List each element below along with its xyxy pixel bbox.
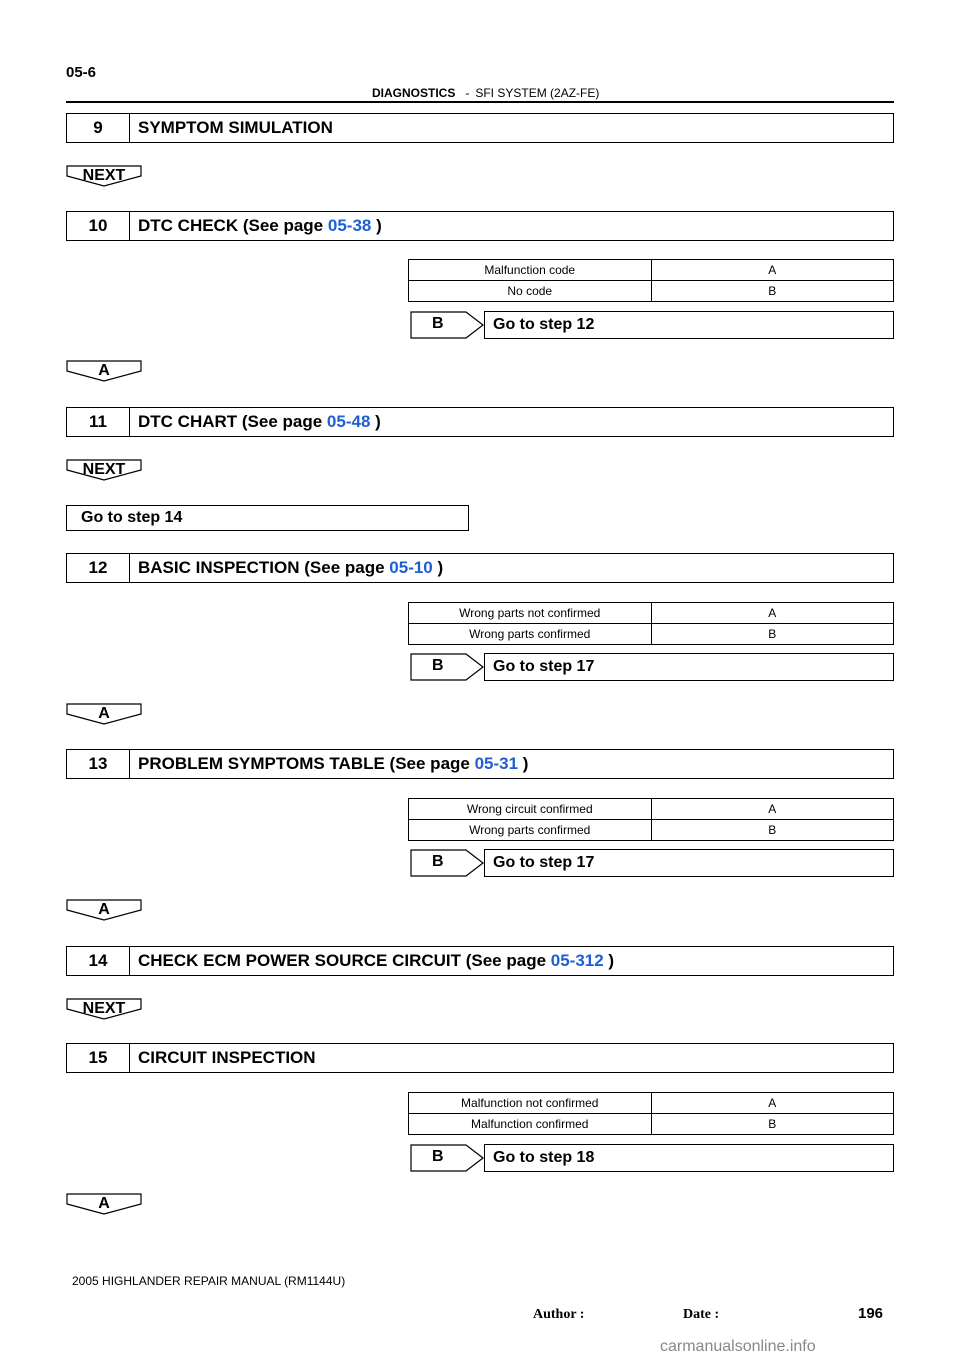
result-condition: Wrong circuit confirmed: [409, 799, 652, 820]
page-link[interactable]: 05-48: [326, 412, 371, 431]
manual-footer: 2005 HIGHLANDER REPAIR MANUAL (RM1144U): [72, 1274, 346, 1288]
step-number: 14: [67, 947, 130, 975]
branch-label: B: [432, 1148, 444, 1165]
step-title: BASIC INSPECTION (See page 05-10 ): [138, 558, 444, 577]
page-link[interactable]: 05-10: [389, 558, 433, 577]
go-to-step-link[interactable]: Go to step 12: [484, 311, 894, 339]
page-code: 05-6: [66, 64, 97, 81]
go-to-step-link[interactable]: Go to step 17: [484, 653, 894, 681]
step-title: DTC CHART (See page 05-48 ): [138, 412, 381, 431]
branch-b-step-15: [410, 1144, 894, 1172]
table-row: [409, 624, 894, 645]
result-table: [408, 798, 894, 841]
tag-label: A: [98, 362, 110, 379]
watermark: carmanualsonline.info: [660, 1338, 816, 1355]
step-10-box: [66, 211, 894, 241]
branch-label: B: [432, 853, 444, 870]
author-label: Author :: [533, 1307, 585, 1322]
go-to-step-link[interactable]: Go to step 18: [484, 1144, 894, 1172]
step-number: 15: [67, 1044, 130, 1072]
result-condition: Wrong parts confirmed: [409, 624, 652, 645]
result-condition: Malfunction not confirmed: [409, 1093, 652, 1114]
branch-arrow: [410, 1144, 486, 1172]
branch-arrow: [410, 311, 486, 339]
step-15-box: [66, 1043, 894, 1073]
page-link[interactable]: 05-312: [550, 951, 604, 970]
result-condition: Wrong parts not confirmed: [409, 603, 652, 624]
branch-arrow: [410, 653, 486, 681]
a-tag: [66, 899, 142, 921]
tag-label: NEXT: [82, 461, 126, 478]
step-number: 11: [67, 408, 130, 436]
go-to-step-link[interactable]: Go to step 17: [484, 849, 894, 877]
section-name: DIAGNOSTICS: [372, 86, 456, 100]
step-13-box: [66, 749, 894, 779]
result-code: B: [651, 820, 894, 841]
result-code: B: [651, 624, 894, 645]
table-row: [409, 1114, 894, 1135]
page-header: [372, 86, 599, 100]
next-tag: [66, 998, 142, 1020]
table-row: [409, 1093, 894, 1114]
table-row: [409, 603, 894, 624]
tag-label: NEXT: [82, 167, 126, 184]
step-12-box: [66, 553, 894, 583]
table-row: [409, 799, 894, 820]
result-table: [408, 259, 894, 302]
a-tag: [66, 360, 142, 382]
step-number: 13: [67, 750, 130, 778]
step-title: CIRCUIT INSPECTION: [138, 1048, 316, 1067]
a-tag: [66, 1193, 142, 1215]
result-code: A: [651, 260, 894, 281]
result-table: [408, 602, 894, 645]
a-tag: [66, 703, 142, 725]
tag-label: NEXT: [82, 1000, 126, 1017]
step-11-box: [66, 407, 894, 437]
tag-label: A: [98, 705, 110, 722]
result-code: A: [651, 1093, 894, 1114]
tag-label: A: [98, 1195, 110, 1212]
branch-label: B: [432, 657, 444, 674]
result-code: B: [651, 1114, 894, 1135]
table-row: [409, 260, 894, 281]
step-9-box: [66, 113, 894, 143]
next-tag: [66, 165, 142, 187]
table-row: [409, 281, 894, 302]
branch-label: B: [432, 315, 444, 332]
step-title: PROBLEM SYMPTOMS TABLE (See page 05-31 ): [138, 754, 529, 773]
next-tag: [66, 459, 142, 481]
result-condition: No code: [409, 281, 652, 302]
header-separator: -: [465, 86, 470, 100]
page-link[interactable]: 05-31: [474, 754, 519, 773]
subsection-name: SFI SYSTEM (2AZ-FE): [475, 86, 600, 100]
branch-b-step-13: [410, 849, 894, 877]
result-code: A: [651, 799, 894, 820]
step-number: 12: [67, 554, 130, 582]
go-to-step-14-link[interactable]: Go to step 14: [66, 505, 469, 531]
result-code: B: [651, 281, 894, 302]
branch-arrow: [410, 849, 486, 877]
branch-b-step-12: [410, 653, 894, 681]
step-number: 9: [67, 114, 130, 142]
result-code: A: [651, 603, 894, 624]
result-condition: Malfunction confirmed: [409, 1114, 652, 1135]
page-link[interactable]: 05-38: [327, 216, 372, 235]
step-title: SYMPTOM SIMULATION: [138, 118, 333, 137]
branch-b-step-10: [410, 311, 894, 339]
tag-label: A: [98, 901, 110, 918]
step-14-box: [66, 946, 894, 976]
table-row: [409, 820, 894, 841]
step-title: DTC CHECK (See page 05-38 ): [138, 216, 382, 235]
page-number: 196: [858, 1305, 884, 1322]
header-rule: [66, 101, 894, 103]
result-condition: Wrong parts confirmed: [409, 820, 652, 841]
step-title: CHECK ECM POWER SOURCE CIRCUIT (See page 05-312 ): [138, 951, 615, 970]
step-number: 10: [67, 212, 130, 240]
result-condition: Malfunction code: [409, 260, 652, 281]
result-table: [408, 1092, 894, 1135]
date-label: Date :: [683, 1307, 720, 1322]
